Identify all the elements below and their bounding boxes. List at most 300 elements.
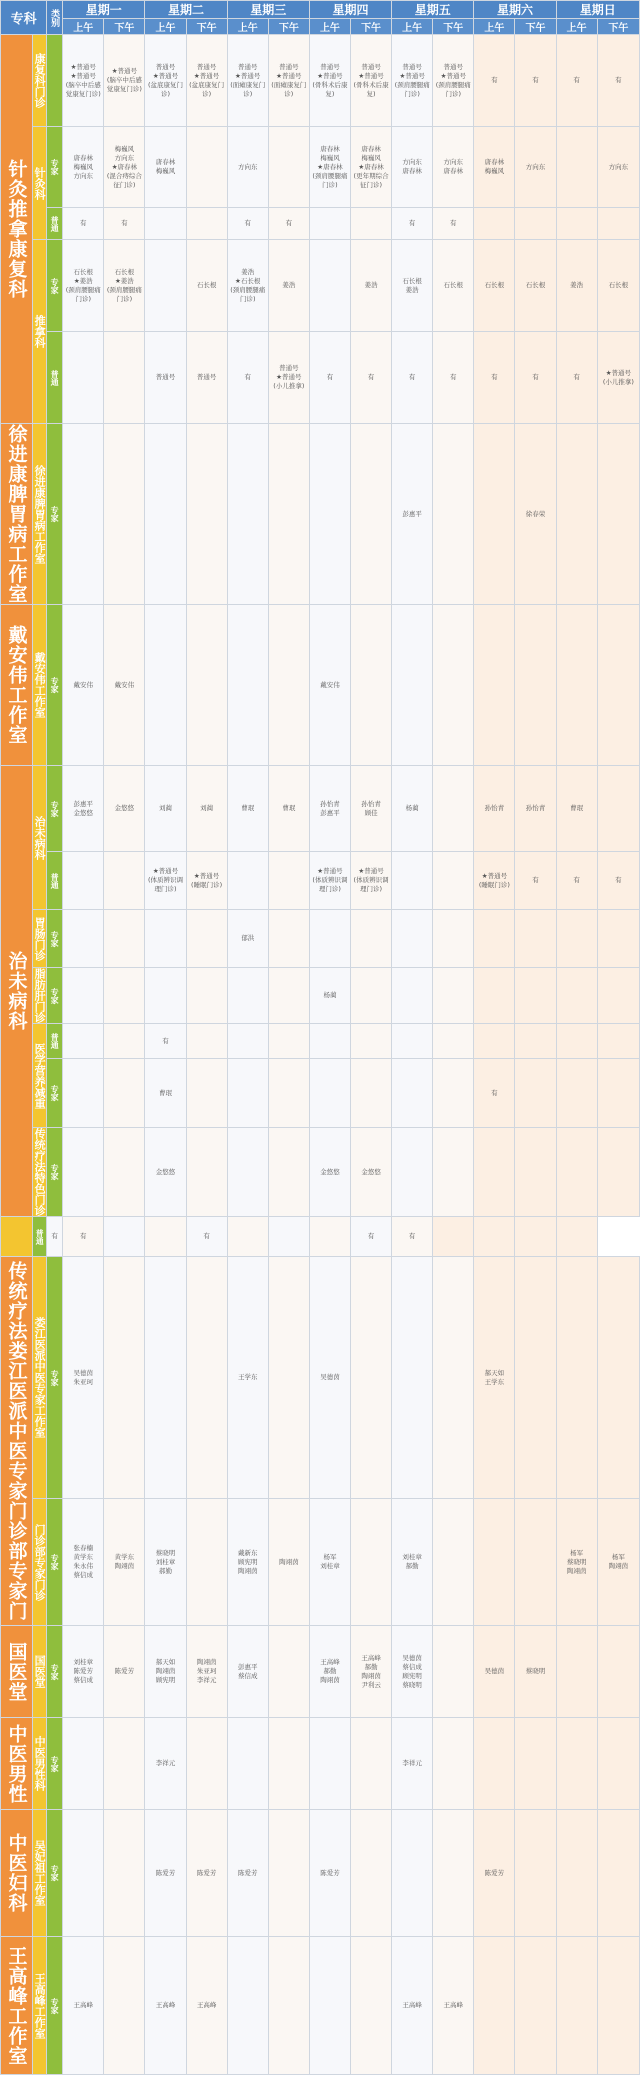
schedule-cell	[474, 910, 515, 968]
schedule-cell	[597, 424, 639, 605]
schedule-cell	[63, 968, 104, 1024]
schedule-cell	[351, 424, 392, 605]
header-day-sun: 星期日	[556, 1, 639, 19]
specialty-cell: 国医堂	[1, 1626, 33, 1718]
schedule-cell: 吴德茵	[474, 1626, 515, 1718]
schedule-cell: 有	[47, 1217, 63, 1257]
schedule-cell: 普通号 ★普通号 (面瘫康复门诊)	[268, 35, 309, 127]
schedule-cell	[433, 1810, 474, 1937]
schedule-cell: 王高峰	[63, 1937, 104, 2075]
table-row	[1, 127, 640, 208]
schedule-cell: 有	[227, 208, 268, 240]
schedule-cell: 有	[145, 1024, 186, 1059]
schedule-cell	[351, 1937, 392, 2075]
schedule-cell: 有	[104, 208, 145, 240]
schedule-cell	[433, 1718, 474, 1810]
schedule-cell: 普通号 ★普通号 (盆底康复门诊)	[145, 35, 186, 127]
header-specialty: 专科	[1, 1, 47, 35]
schedule-cell	[556, 1059, 597, 1128]
schedule-cell	[104, 910, 145, 968]
table-row	[1, 852, 640, 910]
subspecialty-cell: 徐进康脾胃病工作室	[33, 424, 47, 605]
schedule-cell: 戴新东 顾宪明 陶翊茵	[227, 1499, 268, 1626]
schedule-cell	[309, 910, 350, 968]
schedule-cell: 姜浩	[556, 240, 597, 332]
schedule-cell	[556, 1937, 597, 2075]
schedule-cell: 刘桂章 陈爱芳 蔡信成	[63, 1626, 104, 1718]
schedule-cell: 有	[186, 1217, 227, 1257]
schedule-cell	[433, 605, 474, 766]
specialty-cell: 中医妇科	[1, 1810, 33, 1937]
schedule-cell	[186, 1024, 227, 1059]
schedule-cell	[63, 332, 104, 424]
schedule-cell	[515, 605, 556, 766]
schedule-cell	[556, 424, 597, 605]
schedule-cell	[515, 1257, 556, 1499]
schedule-cell: 孙怡青 顾佳	[351, 766, 392, 852]
schedule-cell	[556, 1626, 597, 1718]
schedule-cell: 唐春林 梅巍风 ★唐春林 (颈肩腰腿痛门诊)	[309, 127, 350, 208]
schedule-cell: 有	[63, 1217, 104, 1257]
type-cell: 普通	[47, 208, 63, 240]
schedule-cell: 王高峰 郝勤 陶翊茵	[309, 1626, 350, 1718]
schedule-cell	[268, 968, 309, 1024]
schedule-cell: ★普通号 (体质辨识调理门诊)	[145, 852, 186, 910]
schedule-cell	[351, 1810, 392, 1937]
schedule-cell: 有	[556, 332, 597, 424]
specialty-cell: 治未病科	[1, 766, 33, 1217]
schedule-cell	[186, 1059, 227, 1128]
schedule-cell: 戴安伟	[309, 605, 350, 766]
schedule-cell	[556, 127, 597, 208]
schedule-cell	[227, 1937, 268, 2075]
schedule-cell	[433, 968, 474, 1024]
header-pm-0: 下午	[104, 19, 145, 35]
schedule-cell: 金悠悠	[351, 1128, 392, 1217]
schedule-cell	[145, 968, 186, 1024]
schedule-cell	[268, 1128, 309, 1217]
schedule-cell	[515, 1059, 556, 1128]
schedule-cell: ★普通号 (体质辨识调理门诊)	[351, 852, 392, 910]
schedule-cell: 方向东	[597, 127, 639, 208]
schedule-cell: 有	[556, 35, 597, 127]
schedule-cell	[268, 424, 309, 605]
schedule-cell	[145, 208, 186, 240]
schedule-cell: 有	[515, 332, 556, 424]
schedule-cell	[597, 1718, 639, 1810]
schedule-cell	[186, 968, 227, 1024]
schedule-cell	[63, 1024, 104, 1059]
subspecialty-cell: 治未病科	[33, 766, 47, 910]
type-cell: 专家	[47, 1937, 63, 2075]
type-cell: 专家	[47, 1257, 63, 1499]
schedule-cell: 金悠悠	[104, 766, 145, 852]
schedule-cell: 普通号	[186, 332, 227, 424]
specialty-cell: 王高峰工作室	[1, 1937, 33, 2075]
schedule-cell: 刘桂章 郝勤	[392, 1499, 433, 1626]
schedule-cell: 有	[597, 35, 639, 127]
schedule-cell: 普通号 ★普通号 (颈肩腰腿痛门诊)	[392, 35, 433, 127]
schedule-cell: 陈爱芳	[474, 1810, 515, 1937]
subspecialty-cell: 传统疗法特色门诊	[33, 1128, 47, 1216]
schedule-cell	[309, 1217, 350, 1257]
schedule-cell: 普通号 ★普通号 (颈肩腰腿痛门诊)	[433, 35, 474, 127]
schedule-cell	[392, 1024, 433, 1059]
schedule-cell: 李祥元	[145, 1718, 186, 1810]
schedule-cell	[227, 605, 268, 766]
schedule-cell	[597, 208, 639, 240]
schedule-cell	[63, 424, 104, 605]
type-cell: 专家	[47, 605, 63, 766]
schedule-cell	[186, 208, 227, 240]
schedule-cell: 有	[474, 35, 515, 127]
table-row	[1, 1257, 640, 1499]
schedule-cell	[104, 1024, 145, 1059]
schedule-cell: ★普通号 (体质辨识调理门诊)	[309, 852, 350, 910]
schedule-cell	[392, 1810, 433, 1937]
table-row	[1, 766, 640, 852]
type-cell: 专家	[47, 1718, 63, 1810]
schedule-cell: 蔡晓明	[515, 1626, 556, 1718]
schedule-cell	[351, 605, 392, 766]
schedule-cell	[597, 1626, 639, 1718]
schedule-cell	[597, 766, 639, 852]
schedule-cell	[597, 910, 639, 968]
schedule-cell: 石长根 ★姜浩 (颈肩腰腿痛门诊)	[104, 240, 145, 332]
schedule-cell	[433, 1217, 474, 1257]
schedule-cell: 石长根 ★姜浩 (颈肩腰腿痛门诊)	[63, 240, 104, 332]
header-day-sat: 星期六	[474, 1, 556, 19]
schedule-cell: 曹珉	[556, 766, 597, 852]
schedule-cell: 王高峰 郝勤 陶翊茵 尹利云	[351, 1626, 392, 1718]
table-row	[1, 240, 640, 332]
schedule-cell	[351, 1499, 392, 1626]
schedule-cell	[351, 1718, 392, 1810]
header-type: 类别	[47, 1, 63, 35]
schedule-cell	[186, 424, 227, 605]
schedule-cell	[515, 910, 556, 968]
schedule-cell: 唐春林 梅巍风 方向东	[63, 127, 104, 208]
schedule-cell	[597, 968, 639, 1024]
schedule-cell	[556, 1217, 597, 1257]
schedule-cell: 方向东	[515, 127, 556, 208]
schedule-cell	[351, 1024, 392, 1059]
schedule-cell: 有	[63, 208, 104, 240]
schedule-cell	[63, 1718, 104, 1810]
schedule-cell	[268, 1718, 309, 1810]
specialty-cell: 中医男性	[1, 1718, 33, 1810]
schedule-cell	[268, 1217, 309, 1257]
schedule-cell	[227, 852, 268, 910]
schedule-cell: 吴德茵 朱亚珂	[63, 1257, 104, 1499]
schedule-cell: 陈爱芳	[186, 1810, 227, 1937]
schedule-cell	[104, 968, 145, 1024]
subspecialty-cell: 中医男性科	[33, 1718, 47, 1810]
type-cell: 专家	[47, 1499, 63, 1626]
schedule-cell	[392, 605, 433, 766]
schedule-cell	[145, 605, 186, 766]
schedule-cell: 郝天如 王学东	[474, 1257, 515, 1499]
header-am-2: 上午	[227, 19, 268, 35]
schedule-cell: ★普通号 ★普通号 (脑卒中后感觉康复门诊)	[63, 35, 104, 127]
table-row	[1, 910, 640, 968]
schedule-cell	[556, 1810, 597, 1937]
schedule-cell: 有	[351, 332, 392, 424]
schedule-cell	[63, 852, 104, 910]
schedule-cell	[515, 1937, 556, 2075]
schedule-cell	[351, 1257, 392, 1499]
schedule-cell: 孙怡青	[515, 766, 556, 852]
schedule-cell	[556, 968, 597, 1024]
header-am-1: 上午	[145, 19, 186, 35]
schedule-cell	[268, 127, 309, 208]
schedule-cell: 金悠悠	[145, 1128, 186, 1217]
schedule-cell: 普通号 ★普通号 (盆底康复门诊)	[186, 35, 227, 127]
type-cell: 专家	[47, 1128, 63, 1217]
schedule-cell: 郁洪	[227, 910, 268, 968]
schedule-cell	[474, 1217, 515, 1257]
type-cell: 专家	[47, 1626, 63, 1718]
schedule-cell: 唐春林 梅巍风	[145, 127, 186, 208]
schedule-cell	[515, 1024, 556, 1059]
schedule-cell	[145, 1217, 186, 1257]
schedule-cell: 唐春林 梅巍风	[474, 127, 515, 208]
subspecialty-cell: 国医堂	[33, 1626, 47, 1718]
table-row	[1, 968, 640, 1024]
schedule-cell: 方向东	[227, 127, 268, 208]
schedule-cell: 有	[309, 332, 350, 424]
schedule-cell	[351, 208, 392, 240]
schedule-cell: 杨蔺	[309, 968, 350, 1024]
schedule-cell	[433, 1626, 474, 1718]
schedule-cell	[227, 1059, 268, 1128]
schedule-cell	[268, 1626, 309, 1718]
schedule-cell: 戴安伟	[104, 605, 145, 766]
schedule-cell	[186, 1718, 227, 1810]
header-pm-5: 下午	[515, 19, 556, 35]
schedule-cell: 王高峰	[145, 1937, 186, 2075]
schedule-cell	[515, 968, 556, 1024]
table-row	[1, 424, 640, 605]
table-row	[1, 208, 640, 240]
schedule-cell	[227, 424, 268, 605]
schedule-cell	[104, 852, 145, 910]
schedule-cell	[515, 1128, 556, 1217]
schedule-cell	[227, 968, 268, 1024]
schedule-cell	[433, 1257, 474, 1499]
header-day-fri: 星期五	[392, 1, 474, 19]
schedule-cell	[392, 968, 433, 1024]
schedule-cell	[433, 1024, 474, 1059]
schedule-cell: 孙怡青 彭惠平	[309, 766, 350, 852]
schedule-cell	[433, 852, 474, 910]
schedule-cell: 陈爱芳	[145, 1810, 186, 1937]
schedule-cell: 张春楠 黄学东 朱永伟 蔡信成	[63, 1499, 104, 1626]
schedule-cell	[597, 1937, 639, 2075]
header-am-0: 上午	[63, 19, 104, 35]
table-row	[1, 1718, 640, 1810]
type-cell: 专家	[47, 1810, 63, 1937]
schedule-cell: 曹珉	[268, 766, 309, 852]
schedule-cell	[515, 208, 556, 240]
schedule-cell	[145, 910, 186, 968]
schedule-cell	[597, 605, 639, 766]
table-row	[1, 1059, 640, 1128]
schedule-cell: 有	[351, 1217, 392, 1257]
table-row	[1, 1128, 640, 1217]
specialty-cell: 针灸推拿康复科	[1, 35, 33, 424]
schedule-cell	[145, 424, 186, 605]
schedule-cell: 普通号 ★普通号 (面瘫康复门诊)	[227, 35, 268, 127]
schedule-cell: 王学东	[227, 1257, 268, 1499]
type-cell	[47, 35, 63, 127]
schedule-cell	[474, 1718, 515, 1810]
table-row	[1, 1626, 640, 1718]
schedule-cell: 有	[474, 332, 515, 424]
subspecialty-cell: 门诊部专家门诊	[33, 1499, 47, 1626]
subspecialty-cell: 针灸科	[33, 127, 47, 240]
type-cell: 专家	[47, 910, 63, 968]
schedule-cell	[227, 1718, 268, 1810]
schedule-cell	[556, 1128, 597, 1217]
header-am-4: 上午	[392, 19, 433, 35]
type-cell: 专家	[47, 127, 63, 208]
subspecialty-cell: 推拿科	[33, 240, 47, 424]
schedule-cell	[145, 1257, 186, 1499]
schedule-cell	[268, 852, 309, 910]
schedule-cell	[268, 605, 309, 766]
schedule-cell: 有	[474, 1059, 515, 1128]
schedule-cell: 普通号 ★普通号 (骨科术后康复)	[351, 35, 392, 127]
subspecialty-cell: 戴安伟工作室	[33, 605, 47, 766]
schedule-cell: ★普通号 (睡眠门诊)	[186, 852, 227, 910]
schedule-cell: 曹珉	[145, 1059, 186, 1128]
schedule-cell: 杨蔺	[392, 766, 433, 852]
subspecialty-cell: 康复科门诊	[33, 35, 47, 127]
schedule-cell	[474, 424, 515, 605]
schedule-cell: 陶翊茵 朱亚珂 李祥元	[186, 1626, 227, 1718]
subspecialty-cell	[1, 1217, 33, 1257]
schedule-cell	[186, 1128, 227, 1217]
schedule-cell	[474, 1499, 515, 1626]
schedule-cell	[186, 605, 227, 766]
subspecialty-cell: 娄江医派中医专家工作室	[33, 1257, 47, 1499]
subspecialty-cell: 吴妃祖工作室	[33, 1810, 47, 1937]
schedule-cell: 黄学东 陶翊茵	[104, 1499, 145, 1626]
schedule-cell: 有	[515, 852, 556, 910]
schedule-cell	[597, 1128, 639, 1217]
type-cell: 专家	[47, 240, 63, 332]
subspecialty-cell: 王高峰工作室	[33, 1937, 47, 2075]
schedule-cell: 王高峰	[186, 1937, 227, 2075]
schedule-cell: 陶翊茵	[268, 1499, 309, 1626]
subspecialty-cell: 胃肠门诊	[33, 910, 47, 968]
schedule-cell	[597, 1257, 639, 1499]
schedule-cell	[104, 1257, 145, 1499]
schedule-cell	[474, 208, 515, 240]
type-cell: 专家	[47, 1059, 63, 1128]
type-cell: 普通	[47, 852, 63, 910]
schedule-cell	[556, 1024, 597, 1059]
schedule-cell	[268, 1024, 309, 1059]
schedule-cell: 有	[556, 852, 597, 910]
header-day-tue: 星期二	[145, 1, 227, 19]
schedule-cell	[515, 1718, 556, 1810]
schedule-cell: 吴德茵	[309, 1257, 350, 1499]
schedule-cell	[392, 910, 433, 968]
schedule-cell: 杨军 蔡晓明 陶翊茵	[556, 1499, 597, 1626]
schedule-cell	[392, 1059, 433, 1128]
schedule-cell: 王高峰	[433, 1937, 474, 2075]
schedule-cell	[556, 1257, 597, 1499]
schedule-cell	[63, 1128, 104, 1217]
schedule-cell: 陈爱芳	[227, 1810, 268, 1937]
header-pm-4: 下午	[433, 19, 474, 35]
schedule-cell: 方向东 唐春林	[433, 127, 474, 208]
specialty-cell: 徐进康脾胃病工作室	[1, 424, 33, 605]
schedule-cell	[309, 208, 350, 240]
schedule-cell: 孙怡青	[474, 766, 515, 852]
schedule-cell: 普通号 ★普通号 (小儿推拿)	[268, 332, 309, 424]
schedule-cell: 戴安伟	[63, 605, 104, 766]
schedule-cell	[556, 605, 597, 766]
schedule-cell	[268, 1810, 309, 1937]
schedule-cell	[433, 1499, 474, 1626]
schedule-cell	[433, 424, 474, 605]
schedule-cell: 吴德茵 蔡信成 顾宪明 蔡晓明	[392, 1626, 433, 1718]
table-row	[1, 1217, 640, 1257]
schedule-cell	[104, 1718, 145, 1810]
schedule-cell: 有	[392, 332, 433, 424]
header-day-thu: 星期四	[309, 1, 391, 19]
schedule-cell	[474, 1937, 515, 2075]
schedule-cell	[433, 1059, 474, 1128]
schedule-cell	[268, 910, 309, 968]
schedule-cell	[433, 1128, 474, 1217]
schedule-cell: 石长根	[597, 240, 639, 332]
schedule-cell	[186, 1257, 227, 1499]
header-day-mon: 星期一	[63, 1, 145, 19]
schedule-cell	[104, 1128, 145, 1217]
schedule-cell: 方向东 唐春林	[392, 127, 433, 208]
schedule-cell	[268, 1059, 309, 1128]
schedule-cell: 有	[392, 208, 433, 240]
type-cell: 普通	[47, 332, 63, 424]
schedule-cell: 石长根	[433, 240, 474, 332]
schedule-cell	[433, 766, 474, 852]
schedule-cell	[227, 1217, 268, 1257]
subspecialty-cell: 脂肪肝门诊	[33, 968, 47, 1023]
specialty-cell: 戴安伟工作室	[1, 605, 33, 766]
schedule-cell	[63, 1810, 104, 1937]
subspecialty-cell: 医学营养减重	[33, 1024, 47, 1128]
schedule-cell	[515, 1217, 556, 1257]
schedule-cell: 彭惠平 蔡信成	[227, 1626, 268, 1718]
type-cell: 专家	[47, 766, 63, 852]
type-cell: 普通	[33, 1217, 47, 1257]
schedule-cell: 有	[227, 332, 268, 424]
schedule-cell	[309, 1937, 350, 2075]
schedule-cell	[309, 1059, 350, 1128]
schedule-cell: 彭惠平	[392, 424, 433, 605]
schedule-cell	[597, 1810, 639, 1937]
schedule-cell	[186, 127, 227, 208]
schedule-cell	[474, 1128, 515, 1217]
type-cell: 专家	[47, 424, 63, 605]
table-row	[1, 1499, 640, 1626]
schedule-cell: 金悠悠	[309, 1128, 350, 1217]
header-day-wed: 星期三	[227, 1, 309, 19]
